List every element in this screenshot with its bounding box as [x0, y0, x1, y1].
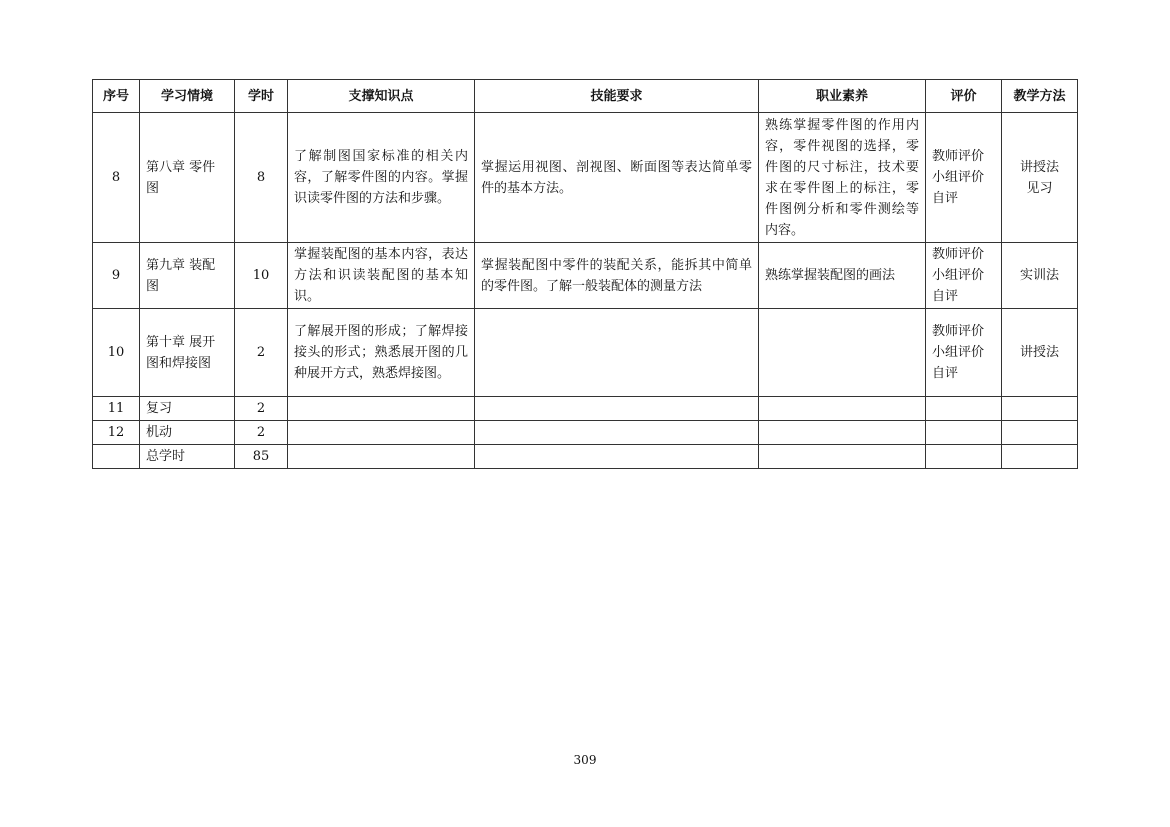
cell-hours: 10 — [235, 243, 288, 309]
cell-evaluation: 教师评价 小组评价 自评 — [926, 243, 1002, 309]
cell-situation: 机动 — [140, 421, 235, 445]
cell-method — [1002, 421, 1078, 445]
cell-situation: 总学时 — [140, 445, 235, 469]
table-row — [93, 113, 1078, 243]
cell-situation: 第十章 展开图和焊接图 — [140, 309, 235, 397]
header-knowledge: 支撑知识点 — [288, 80, 475, 113]
cell-index: 10 — [93, 309, 140, 397]
header-literacy: 职业素养 — [759, 80, 926, 113]
cell-literacy: 熟练掌握零件图的作用内容，零件视图的选择，零件图的尺寸标注，技术要求在零件图上的标注，零件图例分析和零件测绘等内容。 — [759, 113, 926, 243]
cell-hours: 2 — [235, 421, 288, 445]
cell-skills: 掌握装配图中零件的装配关系，能拆其中简单的零件图。了解一般装配体的测量方法 — [475, 243, 759, 309]
page-number: 309 — [573, 753, 597, 767]
cell-method — [1002, 445, 1078, 469]
cell-situation: 第九章 装配图 — [140, 243, 235, 309]
cell-situation: 第八章 零件图 — [140, 113, 235, 243]
table-row-total — [93, 445, 1078, 469]
cell-skills — [475, 397, 759, 421]
header-evaluation: 评价 — [926, 80, 1002, 113]
cell-situation: 复习 — [140, 397, 235, 421]
cell-index: 12 — [93, 421, 140, 445]
table-row — [93, 243, 1078, 309]
header-situation: 学习情境 — [140, 80, 235, 113]
cell-skills — [475, 421, 759, 445]
cell-index: 11 — [93, 397, 140, 421]
cell-knowledge: 掌握装配图的基本内容，表达方法和识读装配图的基本知识。 — [288, 243, 475, 309]
cell-skills: 掌握运用视图、剖视图、断面图等表达简单零件的基本方法。 — [475, 113, 759, 243]
cell-knowledge — [288, 445, 475, 469]
header-hours: 学时 — [235, 80, 288, 113]
cell-method: 实训法 — [1002, 243, 1078, 309]
cell-hours: 85 — [235, 445, 288, 469]
cell-evaluation — [926, 445, 1002, 469]
cell-hours: 2 — [235, 397, 288, 421]
cell-literacy — [759, 397, 926, 421]
cell-evaluation — [926, 421, 1002, 445]
table-row — [93, 397, 1078, 421]
cell-skills — [475, 445, 759, 469]
header-skills: 技能要求 — [475, 80, 759, 113]
cell-method: 讲授法 见习 — [1002, 113, 1078, 243]
table-row — [93, 421, 1078, 445]
cell-method — [1002, 397, 1078, 421]
cell-evaluation: 教师评价 小组评价 自评 — [926, 113, 1002, 243]
cell-knowledge: 了解制图国家标准的相关内容，了解零件图的内容。掌握识读零件图的方法和步骤。 — [288, 113, 475, 243]
cell-literacy — [759, 445, 926, 469]
cell-evaluation: 教师评价 小组评价 自评 — [926, 309, 1002, 397]
cell-literacy: 熟练掌握装配图的画法 — [759, 243, 926, 309]
cell-evaluation — [926, 397, 1002, 421]
header-index: 序号 — [93, 80, 140, 113]
header-method: 教学方法 — [1002, 80, 1078, 113]
table-row — [93, 309, 1078, 397]
cell-knowledge — [288, 421, 475, 445]
cell-literacy — [759, 421, 926, 445]
cell-skills — [475, 309, 759, 397]
cell-index: 9 — [93, 243, 140, 309]
cell-method: 讲授法 — [1002, 309, 1078, 397]
cell-hours: 8 — [235, 113, 288, 243]
course-plan-table — [92, 79, 1078, 469]
cell-literacy — [759, 309, 926, 397]
cell-index: 8 — [93, 113, 140, 243]
cell-knowledge — [288, 397, 475, 421]
cell-index — [93, 445, 140, 469]
table-header-row — [93, 80, 1078, 113]
cell-knowledge: 了解展开图的形成；了解焊接接头的形式；熟悉展开图的几种展开方式，熟悉焊接图。 — [288, 309, 475, 397]
cell-hours: 2 — [235, 309, 288, 397]
